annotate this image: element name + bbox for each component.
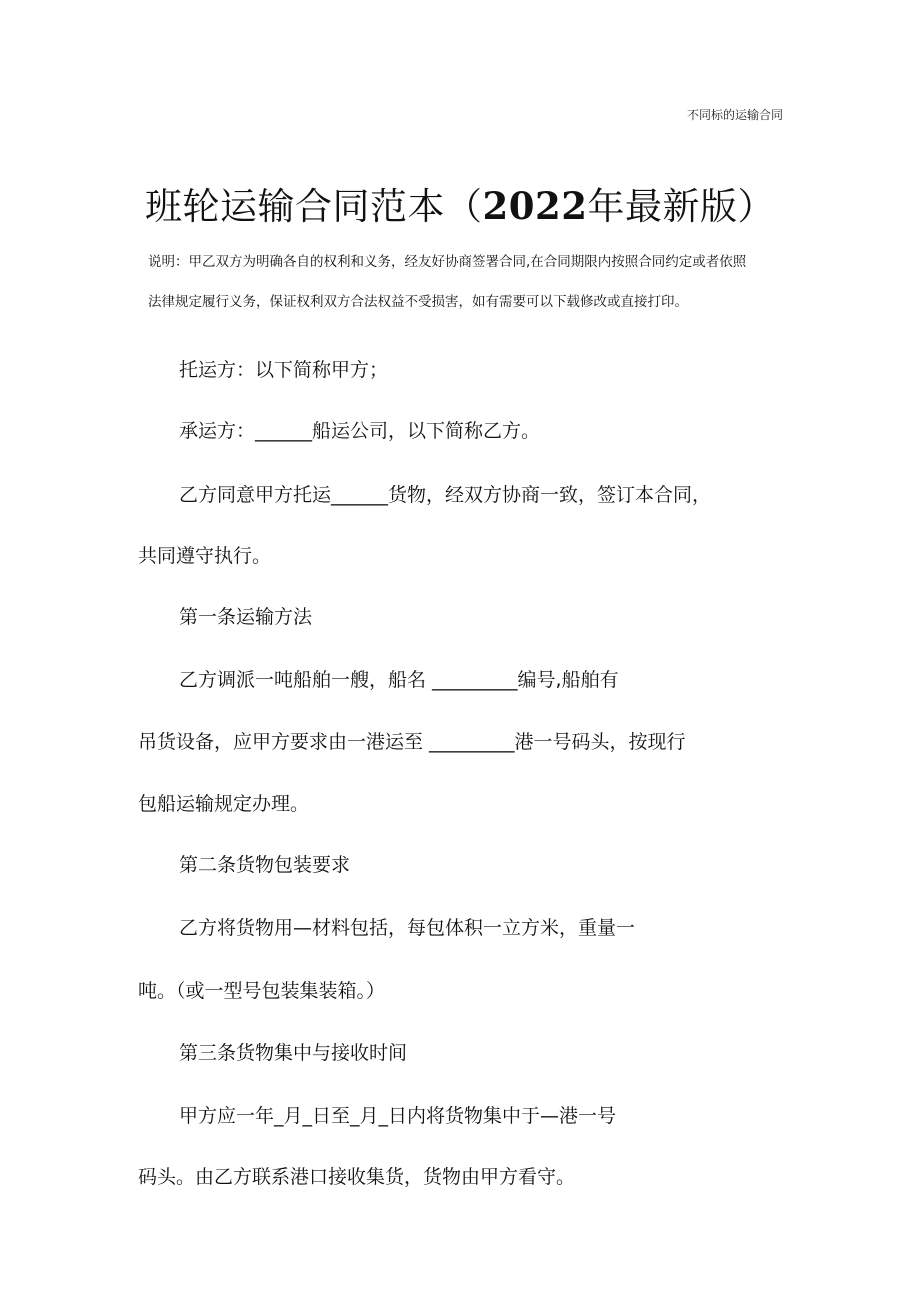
agreement-line-1: 乙方同意甲方托运______货物，经双方协商一致，签订本合同，	[179, 484, 712, 506]
article-1-line-2: 吊货设备，应甲方要求由一港运至 _________港一号码头，按现行	[138, 731, 686, 753]
note-line-2: 法律规定履行义务，保证权利双方合法权益不受损害，如有需要可以下载修改或直接打印。	[148, 294, 688, 310]
article-2-heading: 第二条货物包装要求	[179, 854, 351, 876]
article-1-heading: 第一条运输方法	[179, 606, 313, 628]
article-2-line-1: 乙方将货物用—材料包括，每包体积一立方米，重量一	[179, 917, 636, 939]
article-2-line-2: 吨。（或一型号包装集装箱。）	[138, 980, 386, 1002]
title-suffix: 年最新版）	[587, 185, 775, 228]
agreement-line-2: 共同遵守执行。	[138, 545, 272, 567]
article-3-line-1: 甲方应一年_月_日至_月_日内将货物集中于—港一号	[179, 1105, 617, 1127]
note-line-1: 说明：甲乙双方为明确各自的权利和义务，经友好协商签署合同,在合同期限内按照合同约定或者依照	[148, 254, 747, 270]
article-1-line-3: 包船运输规定办理。	[138, 793, 310, 815]
title-prefix: 班轮运输合同范本（	[145, 185, 483, 228]
article-3-heading: 第三条货物集中与接收时间	[179, 1042, 408, 1064]
header-note: 不同标的运输合同	[686, 108, 783, 122]
shipper-line: 托运方：以下简称甲方；	[179, 359, 389, 381]
title-year: 2022	[482, 184, 588, 228]
article-3-line-2: 码头。由乙方联系港口接收集货，货物由甲方看守。	[138, 1166, 576, 1188]
article-1-line-1: 乙方调派一吨船舶一艘，船名 _________编号,船舶有	[179, 669, 619, 691]
carrier-line: 承运方：______船运公司，以下简称乙方。	[179, 420, 541, 442]
document-title	[0, 176, 920, 230]
